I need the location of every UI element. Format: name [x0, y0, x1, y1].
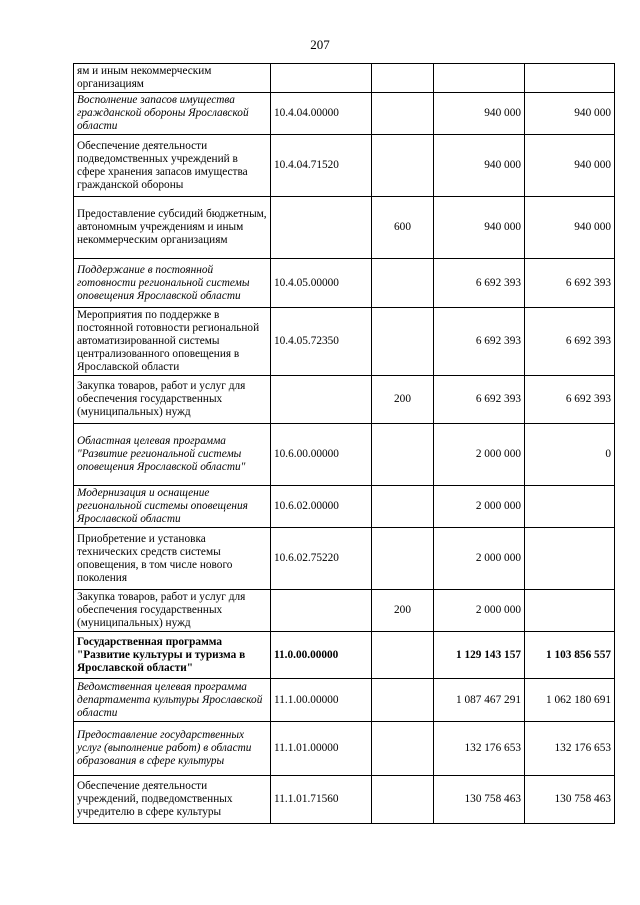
- table-row: [74, 528, 615, 590]
- row-amount-1-cell: 1 087 467 291: [434, 679, 525, 722]
- row-name-cell: Модернизация и оснащение региональной системы оповещения Ярославской области: [74, 486, 271, 528]
- row-name-cell: Закупка товаров, работ и услуг для обеспечения государственных (муниципальных) нужд: [74, 590, 271, 632]
- row-amount-2-cell: 940 000: [525, 93, 615, 135]
- row-code-cell: 10.4.04.71520: [271, 135, 372, 197]
- row-expense-type-cell: [372, 486, 434, 528]
- row-amount-2-cell: 6 692 393: [525, 308, 615, 376]
- table-row: [74, 679, 615, 722]
- row-name-cell: Государственная программа "Развитие культуры и туризма в Ярославской области": [74, 632, 271, 679]
- row-expense-type-cell: [372, 632, 434, 679]
- row-expense-type-cell: [372, 424, 434, 486]
- page-number: 207: [310, 37, 330, 52]
- table-row: [74, 376, 615, 424]
- row-amount-1-cell: 940 000: [434, 93, 525, 135]
- row-code-cell: 11.0.00.00000: [271, 632, 372, 679]
- row-amount-2-cell: 940 000: [525, 135, 615, 197]
- row-amount-1-cell: 940 000: [434, 197, 525, 259]
- row-expense-type-cell: [372, 259, 434, 308]
- row-amount-2-cell: [525, 486, 615, 528]
- row-code-cell: 10.6.00.00000: [271, 424, 372, 486]
- row-code-cell: 10.4.05.00000: [271, 259, 372, 308]
- row-name-cell: Приобретение и установка технических средств системы оповещения, в том числе нового поколения: [74, 528, 271, 590]
- row-name-cell: Поддержание в постоянной готовности региональной системы оповещения Ярославской области: [74, 259, 271, 308]
- table-row: [74, 197, 615, 259]
- row-amount-2-cell: [525, 590, 615, 632]
- table-row: [74, 64, 615, 93]
- budget-table-body: [74, 64, 615, 824]
- row-name-cell: ям и иным некоммерческим организациям: [74, 64, 271, 93]
- row-name-cell: Обеспечение деятельности учреждений, подведомственных учредителю в сфере культуры: [74, 776, 271, 824]
- row-amount-1-cell: 132 176 653: [434, 722, 525, 776]
- row-amount-1-cell: 2 000 000: [434, 424, 525, 486]
- row-amount-1-cell: 6 692 393: [434, 259, 525, 308]
- row-name-cell: Ведомственная целевая программа департамента культуры Ярославской области: [74, 679, 271, 722]
- row-expense-type-cell: [372, 528, 434, 590]
- row-amount-1-cell: 2 000 000: [434, 528, 525, 590]
- row-code-cell: 10.6.02.00000: [271, 486, 372, 528]
- row-amount-1-cell: [434, 64, 525, 93]
- row-expense-type-cell: [372, 64, 434, 93]
- table-row: [74, 135, 615, 197]
- table-row: [74, 722, 615, 776]
- table-row: [74, 308, 615, 376]
- row-amount-1-cell: 1 129 143 157: [434, 632, 525, 679]
- row-expense-type-cell: [372, 722, 434, 776]
- table-row: [74, 632, 615, 679]
- row-name-cell: Восполнение запасов имущества гражданской обороны Ярославской области: [74, 93, 271, 135]
- row-name-cell: Областная целевая программа "Развитие региональной системы оповещения Ярославской области": [74, 424, 271, 486]
- row-code-cell: 10.4.05.72350: [271, 308, 372, 376]
- table-row: [74, 590, 615, 632]
- row-code-cell: [271, 590, 372, 632]
- row-code-cell: 10.6.02.75220: [271, 528, 372, 590]
- row-amount-2-cell: 6 692 393: [525, 376, 615, 424]
- row-code-cell: 11.1.00.00000: [271, 679, 372, 722]
- row-amount-1-cell: 6 692 393: [434, 308, 525, 376]
- row-name-cell: Предоставление субсидий бюджетным, автономным учреждениям и иным некоммерческим организациям: [74, 197, 271, 259]
- table-row: [74, 486, 615, 528]
- row-amount-1-cell: 130 758 463: [434, 776, 525, 824]
- row-expense-type-cell: 200: [372, 590, 434, 632]
- row-code-cell: 11.1.01.00000: [271, 722, 372, 776]
- row-amount-1-cell: 2 000 000: [434, 486, 525, 528]
- row-name-cell: Мероприятия по поддержке в постоянной готовности региональной автоматизированной системы централизованного оповещения в Ярославской области: [74, 308, 271, 376]
- row-expense-type-cell: 600: [372, 197, 434, 259]
- row-amount-2-cell: 6 692 393: [525, 259, 615, 308]
- row-expense-type-cell: [372, 776, 434, 824]
- row-amount-2-cell: [525, 64, 615, 93]
- row-amount-2-cell: 940 000: [525, 197, 615, 259]
- row-amount-2-cell: 0: [525, 424, 615, 486]
- row-amount-2-cell: 1 103 856 557: [525, 632, 615, 679]
- row-name-cell: Предоставление государственных услуг (выполнение работ) в области образования в сфере культуры: [74, 722, 271, 776]
- row-amount-2-cell: [525, 528, 615, 590]
- row-expense-type-cell: [372, 135, 434, 197]
- row-name-cell: Закупка товаров, работ и услуг для обеспечения государственных (муниципальных) нужд: [74, 376, 271, 424]
- row-name-cell: Обеспечение деятельности подведомственных учреждений в сфере хранения запасов имущества гражданской обороны: [74, 135, 271, 197]
- row-expense-type-cell: 200: [372, 376, 434, 424]
- row-amount-2-cell: 132 176 653: [525, 722, 615, 776]
- row-amount-2-cell: 1 062 180 691: [525, 679, 615, 722]
- row-amount-2-cell: 130 758 463: [525, 776, 615, 824]
- row-expense-type-cell: [372, 308, 434, 376]
- row-amount-1-cell: 940 000: [434, 135, 525, 197]
- budget-table: [73, 63, 615, 824]
- row-code-cell: [271, 64, 372, 93]
- row-amount-1-cell: 2 000 000: [434, 590, 525, 632]
- row-expense-type-cell: [372, 679, 434, 722]
- row-code-cell: [271, 197, 372, 259]
- table-row: [74, 424, 615, 486]
- table-row: [74, 259, 615, 308]
- row-code-cell: [271, 376, 372, 424]
- row-expense-type-cell: [372, 93, 434, 135]
- row-amount-1-cell: 6 692 393: [434, 376, 525, 424]
- row-code-cell: 11.1.01.71560: [271, 776, 372, 824]
- table-row: [74, 776, 615, 824]
- table-row: [74, 93, 615, 135]
- row-code-cell: 10.4.04.00000: [271, 93, 372, 135]
